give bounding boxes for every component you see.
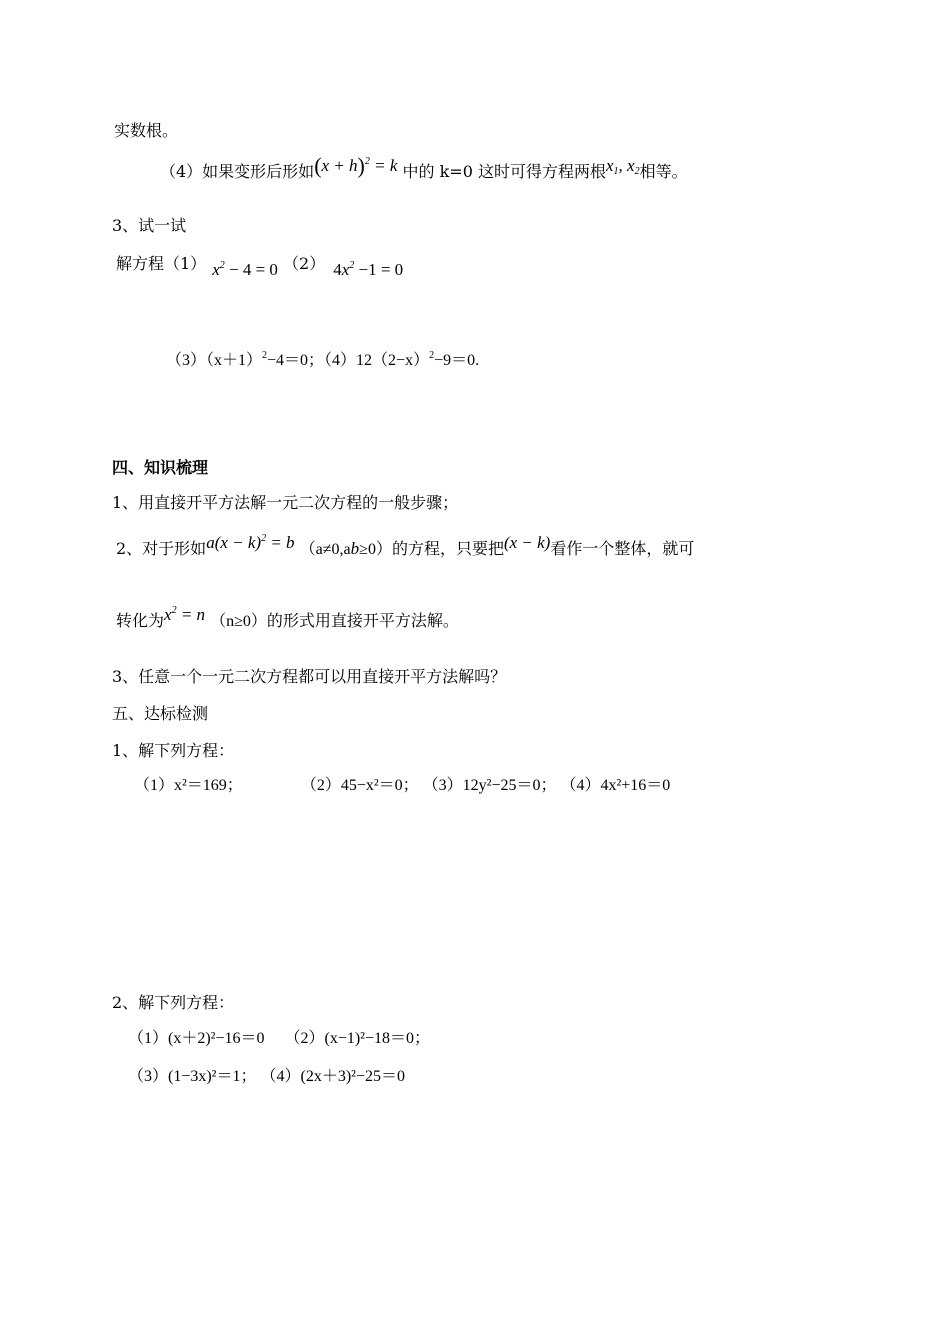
equation-item: （2）45−x²＝0；: [300, 777, 419, 794]
text-segment: 1、用直接开平方法解一元二次方程的一般步骤；: [112, 493, 459, 512]
text-segment: 1、解下列方程：: [112, 741, 235, 760]
text-segment: ≥0）的方程，只要把: [359, 541, 504, 558]
heading-try: [112, 215, 186, 237]
formula-a-x-minus-k: $a(x - k)^2 = b$: [206, 533, 295, 552]
knowledge-item-3: [112, 666, 506, 688]
text-segment: （4）如果变形后形如: [160, 162, 315, 181]
equation-item: （1）(x＋2)²−16＝0: [128, 1030, 265, 1047]
formula-x-minus-k: (x − k): [503, 533, 551, 552]
test-question-2: [112, 992, 234, 1014]
try-equations: [116, 253, 404, 279]
equation-item: （3）(1−3x)²＝1；: [128, 1068, 257, 1085]
formula-eq1: $x^2 - 4 = 0$: [212, 260, 278, 279]
text-real-roots: 实数根。: [114, 121, 179, 140]
text-segment: 相等。: [639, 162, 688, 181]
text-segment: −4＝0；（4）12（2−x）: [267, 352, 430, 369]
text-segment: （3）（x＋1）: [166, 352, 263, 369]
text-segment: −9＝0.: [434, 352, 480, 369]
test-question-1-items: [134, 775, 670, 797]
text-segment: b: [350, 539, 360, 558]
text-line: [114, 120, 178, 142]
equation-item: （1）x²＝169；: [134, 777, 243, 794]
formula-eq2: $4x^2 -1 = 0$: [333, 260, 404, 279]
knowledge-item-2: [116, 533, 695, 561]
try-equations-3-4: $(3)(x+1)^2-4=0$；$(4)12(2-x)^2-9=0$.: [166, 350, 480, 369]
heading-text: 四、知识梳理: [112, 458, 209, 477]
text-segment: 2、解下列方程：: [112, 993, 235, 1012]
test-question-2-row2: [128, 1066, 405, 1088]
equation-item: （2）(x−1)²−18＝0；: [284, 1030, 430, 1047]
formula-x-squared-n: $x^2 = n$: [164, 605, 206, 624]
text-segment: （a≠0,a: [299, 541, 351, 558]
text-segment: 中的 k=0 这时可得方程两根: [402, 162, 606, 181]
test-question-1: [112, 740, 234, 762]
text-segment: 转化为: [116, 611, 165, 630]
text-line-4-condition: [160, 153, 688, 183]
knowledge-item-1: [112, 492, 458, 514]
formula-x-plus-h-squared: $(x + h)^2 = k$: [314, 153, 398, 178]
section-title-test: [112, 703, 208, 725]
formula-roots: $x_1$, $x_2$: [605, 156, 640, 177]
test-question-2-row1: [128, 1028, 430, 1050]
text-segment: 2、对于形如: [116, 539, 207, 558]
knowledge-item-2-cont: [116, 605, 459, 633]
text-segment: 解方程（1）: [116, 254, 207, 273]
equation-item: （4）4x²+16＝0: [560, 777, 671, 794]
section-title-knowledge: [112, 457, 208, 479]
text-segment: 3、任意一个一元二次方程都可以用直接开平方法解吗？: [112, 667, 507, 686]
text-segment: （n≥0）的形式用直接开平方法解。: [210, 613, 459, 630]
text-segment: （2）: [283, 254, 326, 273]
equation-item: （3）12y²−25＝0；: [422, 777, 557, 794]
text-try: 3、试一试: [112, 216, 187, 235]
heading-text: 五、达标检测: [112, 704, 209, 723]
equation-item: （4）(2x＋3)²−25＝0: [260, 1068, 405, 1085]
text-segment: 看作一个整体，就可: [550, 539, 695, 558]
